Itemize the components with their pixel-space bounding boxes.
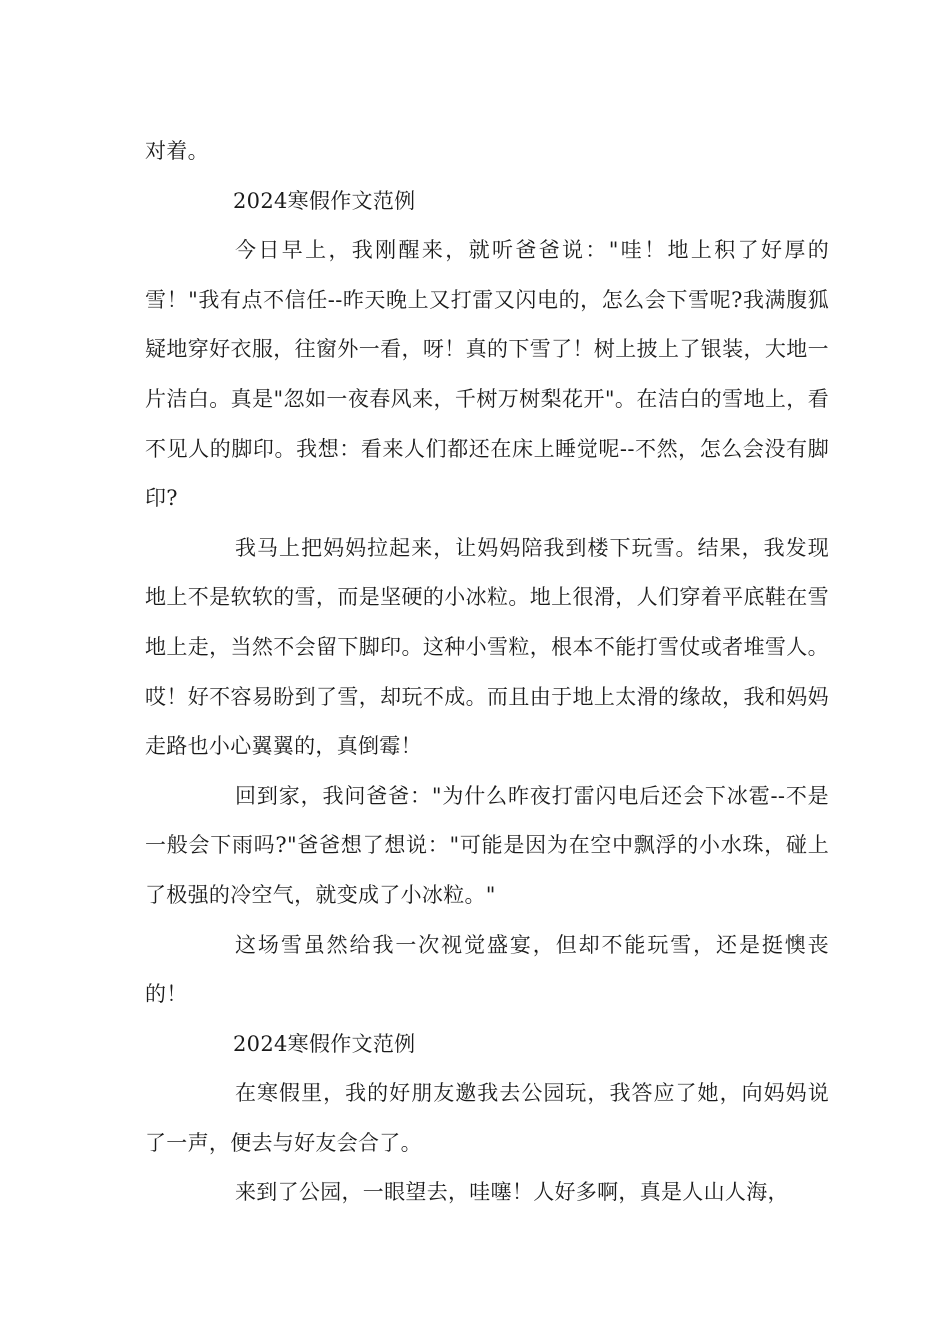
section-heading: 2024寒假作文范例 (233, 1031, 416, 1056)
paragraph: 今日早上，我刚醒来，就听爸爸说："哇！地上积了好厚的雪！"我有点不信任--昨天晚上又打雷又闪电的，怎么会下雪呢?我满腹狐疑地穿好衣服，往窗外一看，呀！真的下雪了！树上披上了银装，大地一片洁白。真是"忽如一夜春风来，千树万树梨花开"。在洁白的雪地上，看不见人的脚印。我想：看来人们都还在床上睡觉呢--不然，怎么会没有脚印? (145, 238, 829, 511)
paragraph: 来到了公园，一眼望去，哇噻！人好多啊，真是人山人海， (235, 1180, 789, 1205)
section-heading: 2024寒假作文范例 (233, 188, 416, 213)
paragraph: 回到家，我问爸爸："为什么昨夜打雷闪电后还会下冰雹--不是一般会下雨吗?"爸爸想了想说："可能是因为在空中飘浮的小水珠，碰上了极强的冷空气，就变成了小冰粒。" (145, 783, 829, 907)
paragraph: 在寒假里，我的好朋友邀我去公园玩，我答应了她，向妈妈说了一声，便去与好友会合了。 (145, 1081, 829, 1155)
document-body (145, 127, 829, 1218)
paragraph: 我马上把妈妈拉起来，让妈妈陪我到楼下玩雪。结果，我发现地上不是软软的雪，而是坚硬的小冰粒。地上很滑，人们穿着平底鞋在雪地上走，当然不会留下脚印。这种小雪粒，根本不能打雪仗或者堆雪人。哎！好不容易盼到了雪，却玩不成。而且由于地上太滑的缘故，我和妈妈走路也小心翼翼的，真倒霉！ (145, 535, 829, 759)
paragraph-continuation: 对着。 (145, 139, 209, 163)
paragraph: 这场雪虽然给我一次视觉盛宴，但却不能玩雪，还是挺懊丧的！ (145, 932, 829, 1007)
